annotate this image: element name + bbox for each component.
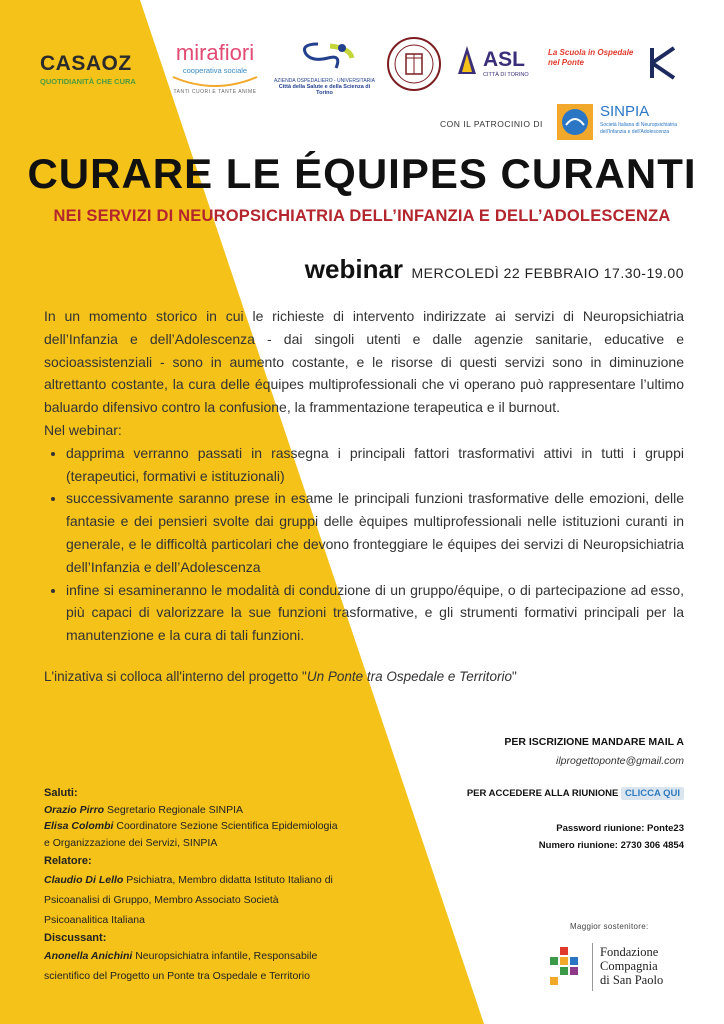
speaker-role: Psichiatra, Membro didatta Istituto Italiano di Psicoanalisi di Gruppo, Membro Associato Società Psicoanalitica Italiana [44,873,333,926]
webinar-word: webinar [304,254,404,284]
mirafiori-tag: TANTI CUORI E TANTE ANIME [173,89,257,95]
registration-email[interactable]: ilprogettoponte@gmail.com [556,755,684,767]
intro-paragraph: In un momento storico in cui le richieste di intervento indirizzate ai servizi di Neuropsichiatria dell’Infanzia e dell’Adolescenza - dai singoli utenti e dalle agenzie sanitarie, educative e socioassistenziali - sono in aumento costante, e le risorse di questi servizi sono in diminuzione altrettanto costante, la cura delle équipes multiprofessionali che vi operano può rappresentare l’ultimo baluardo difensivo contro la confusione, la frammentazione terapeutica e il burnout. [44,308,684,416]
scuola-ospedale-logo [548,48,640,82]
discussant-entry [44,946,344,986]
webinar-topics-list [44,442,684,647]
saluti-entry [44,818,344,851]
ponte-text: La Scuola in Ospedale nel Ponte [548,48,634,67]
meeting-number: Numero riunione: 2730 306 4854 [538,840,684,851]
asl-sub: CITTÀ DI TORINO [483,72,529,78]
speakers-block [44,785,344,986]
sponsor-label: Maggior sostenitore: [570,922,649,931]
meeting-password: Password riunione: Ponte23 [556,823,684,834]
access-row [467,788,684,799]
fondazione-line2: Compagnia [600,959,658,973]
sinpia-sub2: dell'Infanzia e dell'Adolescenza [600,129,670,135]
registration-label: PER ISCRIZIONE MANDARE MAIL A [504,736,684,748]
webinar-heading [305,254,684,285]
speaker-name: Orazio Pirro [44,803,105,816]
sinpia-name: SINPIA [600,103,650,120]
fondazione-mosaic-icon [548,945,584,989]
asl-name: ASL [483,48,525,71]
discussant-label: Discussant: [44,931,107,944]
page-subtitle: NEI SERVIZI DI NEUROPSICHIATRIA DELL’INFANZIA E DELL’ADOLESCENZA [53,207,671,225]
speaker-name: Anonella Anichini [44,950,133,962]
sinpia-emblem-icon [556,103,594,141]
azienda-ospedaliera-logo [272,38,377,98]
casaoz-name: CASAOZ [40,52,132,75]
body-text [44,305,684,647]
k-logo-icon [648,46,678,80]
mirafiori-name: mirafiori [175,40,255,65]
mirafiori-logo [160,40,270,100]
saluti-label: Saluti: [44,787,78,799]
webinar-date: MERCOLEDÌ 22 FEBBRAIO 17.30-19.00 [411,265,684,281]
sinpia-logo [556,103,686,143]
casaoz-tagline: QUOTIDIANITÀ CHE CURA [40,77,136,86]
speaker-name: Elisa Colombi [44,820,114,832]
speaker-role: Coordinatore Sezione Scientifica Epidemiologia e Organizzazione dei Servizi, SINPIA [44,820,338,849]
azienda-line2: Città della Salute e della Scienza di Torino [278,84,371,96]
patronage-label: CON IL PATROCINIO DI [440,119,543,129]
initiative-suffix: " [511,669,517,684]
initiative-prefix: L'inizativa si colloca all'interno del progetto " [44,669,307,684]
mirafiori-arc-icon [165,75,265,89]
page-title: CURARE LE ÉQUIPES CURANTI [27,150,697,197]
fondazione-divider [592,943,593,991]
topic-item: • dapprima verranno passati in rassegna i principali fattori trasformativi attivi in tutti i gruppi (terapeutici, formativi e istituzionali) [66,442,684,488]
initiative-project: Un Ponte tra Ospedale e Territorio [306,669,512,684]
topic-item: • infine si esamineranno le modalità di conduzione di un gruppo/équipe, o di partecipazione ad esso, più capaci di valorizzare la sue funzioni trasformative, e gli strumenti formativi principali per la manutenzione e la cura di tali funzioni. [66,579,684,647]
speaker-name: Claudio Di Lello [44,873,124,886]
fondazione-line3: di San Paolo [600,973,664,987]
mirafiori-sub: cooperativa sociale [182,66,248,75]
citta-salute-symbol-icon [290,38,360,78]
asl-logo [456,44,536,84]
relatore-label: Relatore: [44,855,92,867]
topic-item: • successivamente saranno prese in esame le principali funzioni trasformative delle emozioni, delle fantasie e dei pensieri svolte dai gruppi delle èquipes multiprofessionali nelle istituzioni curanti in generale, e le difficoltà particolari che devono fronteggiare le équipes dei servizi di Neuropsichiatria dell’Infanzia e dell’Adolescenza [66,487,684,578]
fondazione-logo [548,943,688,995]
relatore-entry [44,870,344,930]
nel-webinar-label: Nel webinar: [44,421,122,438]
initiative-line [44,669,517,684]
join-meeting-link[interactable]: CLICCA QUI [621,787,684,800]
asl-flame-icon [456,44,478,80]
sinpia-sub1: Società Italiana di Neuropsichiatria [600,122,677,128]
access-label: PER ACCEDERE ALLA RIUNIONE [466,788,619,799]
speaker-role: Segretario Regionale SINPIA [104,803,244,816]
fondazione-line1: Fondazione [600,945,659,959]
speaker-role: Neuropsichiatra infantile, Responsabile scientifico del Progetto un Ponte tra Ospedale e Territorio [44,950,318,982]
casaoz-logo [40,52,150,92]
saluti-entry [44,802,344,819]
azienda-line1: AZIENDA OSPEDALIERO - UNIVERSITARIA [273,78,376,84]
university-seal-icon [386,36,442,92]
